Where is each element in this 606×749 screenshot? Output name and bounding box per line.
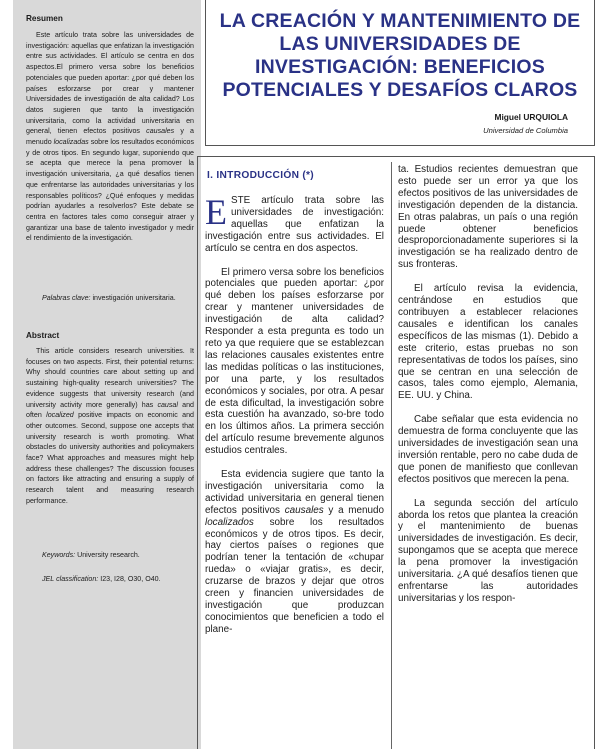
intro-paragraph-4: ta. Estudios recientes demuestran que esto puede ser un error ya que los efectos positivos de las universidades de investigación dependen de la distancia. En otras palabras, un país o una región puede obtener beneficios desproporcionadamente superiores si la investigación se ha realizado dentro de sus fronteras. xyxy=(398,164,578,271)
section-heading: I. INTRODUCCIÓN (*) xyxy=(207,170,315,181)
jel-classification: JEL classification: I23, I28, O30, O40. xyxy=(42,575,161,583)
resumen-body xyxy=(26,30,194,244)
intro-paragraph-2: El primero versa sobre los beneficios potenciales que pueden aportar: ¿por qué deben los países esforzarse por crear y mantener universidades de investigación de alta calidad? Responder a esta pregunta es todo un reto ya que requiere que se establezcan las relaciones causales existentes entre las medidas políticas o las instituciones, por una parte, y los resultados económicos y sociales, por otra. A pesar de esta dificultad, la investigación sobre esta cuestión ha avanzado, so-bre todo en los últimos años. La primera sección del artículo resume brevemente algunos estudios centrales. xyxy=(205,266,384,457)
intro-paragraph-7: La segunda sección del artículo aborda los retos que plantea la creación y el mantenimiento de buenas universidades de investigación. Es decir, supongamos que se acepta que merece la pena promover la investigación universitaria. ¿A qué desafíos tienen que enfrentarse las autoridades universitarias y los respon- xyxy=(398,497,578,604)
intro-paragraph-3: Esta evidencia sugiere que tanto la investigación universitaria como la actividad universitaria en general tienen efectos positivos causales y a menudo localizados sobre los resultados económicos y de otros tipos. Es decir, hay ciertos países o regiones que podrían tener la tentación de «chupar rueda» o «viajar gratis», es decir, cruzarse de brazos y dejar que otros creen y financien universidades de investigación que produzcan conocimientos que beneficien a todo el plane- xyxy=(205,469,384,635)
author-affiliation: Universidad de Columbia xyxy=(483,126,568,135)
drop-cap: E xyxy=(205,192,227,232)
column-divider xyxy=(391,162,392,749)
resumen-paragraph: Este artículo trata sobre las universidades de investigación: aquellas que enfatizan la investigación entre sus actividades. El artículo se centra en dos aspectos.El primero versa sobre los beneficios potenciales que pueden aportar: ¿por qué deben los países esforzarse por crear y mantener Universidades de investigación de alta calidad? Los datos sugieren que tanto la investigación universitaria, como la actividad universitaria en general, tienen efectos positivos causales y a menudo localizadas sobre los resultados económicos y de otros tipos. En segundo lugar, suponiendo que se acepta que merece la pena promover la investigación universitaria, ¿a qué desafíos tienen que enfrentarse las autoridades universitarias y los responsables políticos? ¿Qué enfoques y medidas podrían ayudarles a resolverlos? Este debate se centra en factores tales como conseguir atraer y garantizar una base de talento investigador y medir el rendimiento de la investigación. xyxy=(26,31,194,243)
intro-paragraph-5: El artículo revisa la evidencia, centrándose en estudios que contribuyen a establecer relaciones causales e identifican los canales específicos de las mismas (1). Debido a este criterio, estas pruebas no son representativas de todos los países, sino que se centran en una selección de casos, tales como ejemplo, Alemania, EE. UU. y China. xyxy=(398,283,578,402)
body-column-left xyxy=(205,192,384,636)
body-column-right xyxy=(398,164,578,605)
abstract-paragraph: This article considers research universities. It focuses on two aspects. First, their potential returns: Why should countries care about setting up and sustaining high-quality research universities? The evidence suggests that university research (and university activity more generally) has causal and often localized positive impacts on economic and other outcomes. Second, suppose one accepts that university research is worth promoting. What obstacles do university authorities and policymakers face? What approaches and measures might help address these challenges? The discussion focuses on factors like attracting and ensuring a supply of research talent and measuring research performance. xyxy=(26,347,195,505)
author-name: Miguel URQUIOLA xyxy=(494,112,568,122)
intro-paragraph-1: ESTE artículo trata sobre las universidades de investigación: aquellas que enfatizan la investigación entre sus actividades. El artículo se centra en dos aspectos. xyxy=(205,192,384,254)
abstract-heading: Abstract xyxy=(26,331,60,340)
article-title: LA CREACIÓN Y MANTENIMIENTO DE LAS UNIVERSIDADES DE INVESTIGACIÓN: BENEFICIOS POTENCIALES Y DESAFÍOS CLAROS xyxy=(219,10,581,101)
resumen-heading: Resumen xyxy=(26,14,63,23)
abstract-keywords: Keywords: University research. xyxy=(42,551,140,559)
abstract-body xyxy=(26,346,194,507)
resumen-keywords: Palabras clave: investigación universitaria. xyxy=(42,294,176,302)
intro-paragraph-6: Cabe señalar que esta evidencia no demuestra de forma concluyente que las universidades de investigación sean una inversión rentable, pero no cabe duda de que ponen de manifiesto que conllevan efectos positivos que merecen la pena. xyxy=(398,414,578,485)
